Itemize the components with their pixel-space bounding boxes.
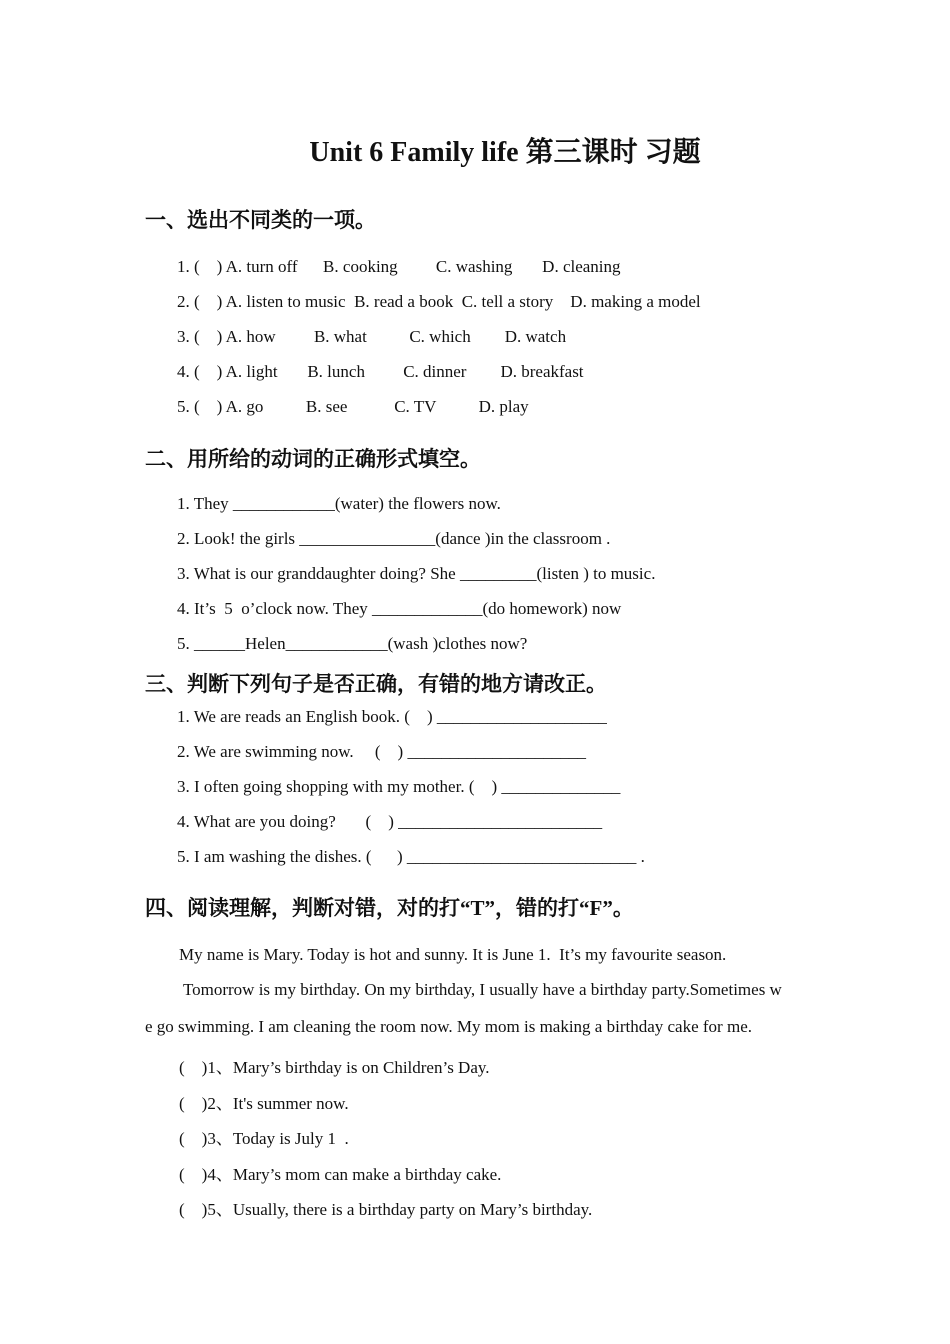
s2-question-2: 2. Look! the girls ________________(dance )in the classroom . xyxy=(177,529,611,548)
s4-question-4: ( )4、Mary’s mom can make a birthday cake. xyxy=(179,1165,502,1184)
s1-question-5: 5. ( ) A. go B. see C. TV D. play xyxy=(177,397,529,416)
s3-question-2: 2. We are swimming now. ( ) _____________________ xyxy=(177,742,586,761)
s1-question-1: 1. ( ) A. turn off B. cooking C. washing D. cleaning xyxy=(177,257,621,276)
section-2-heading: 二、用所给的动词的正确形式填空。 xyxy=(145,447,481,471)
section-4-heading: 四、阅读理解，判断对错，对的打“T”，错的打“F”。 xyxy=(145,896,634,920)
section-3-heading: 三、判断下列句子是否正确，有错的地方请改正。 xyxy=(145,672,607,696)
passage-line-2: Tomorrow is my birthday. On my birthday, I usually have a birthday party.Sometimes w xyxy=(179,980,782,999)
s2-question-3: 3. What is our granddaughter doing? She _________(listen ) to music. xyxy=(177,564,656,583)
s3-question-3: 3. I often going shopping with my mother. ( ) ______________ xyxy=(177,777,621,796)
s2-question-5: 5. ______Helen____________(wash )clothes now? xyxy=(177,634,528,653)
s1-question-2: 2. ( ) A. listen to music B. read a book C. tell a story D. making a model xyxy=(177,292,701,311)
s2-question-1: 1. They ____________(water) the flowers now. xyxy=(177,494,501,513)
s2-question-4: 4. It’s 5 o’clock now. They _____________(do homework) now xyxy=(177,599,622,618)
s4-question-1: ( )1、Mary’s birthday is on Children’s Day. xyxy=(179,1058,490,1077)
passage-line-1: My name is Mary. Today is hot and sunny. It is June 1. It’s my favourite season. xyxy=(179,945,727,964)
s1-question-3: 3. ( ) A. how B. what C. which D. watch xyxy=(177,327,567,346)
s4-question-2: ( )2、It's summer now. xyxy=(179,1094,349,1113)
s3-question-1: 1. We are reads an English book. ( ) ____________________ xyxy=(177,707,607,726)
passage-line-3: e go swimming. I am cleaning the room now. My mom is making a birthday cake for me. xyxy=(145,1017,752,1036)
s4-question-5: ( )5、Usually, there is a birthday party on Mary’s birthday. xyxy=(179,1200,593,1219)
s1-question-4: 4. ( ) A. light B. lunch C. dinner D. breakfast xyxy=(177,362,584,381)
s3-question-4: 4. What are you doing? ( ) ________________________ xyxy=(177,812,603,831)
page-title: Unit 6 Family life 第三课时 习题 xyxy=(309,137,701,168)
s4-question-3: ( )3、Today is July 1 . xyxy=(179,1129,349,1148)
section-1-heading: 一、选出不同类的一项。 xyxy=(145,208,376,232)
s3-question-5: 5. I am washing the dishes. ( ) ___________________________ . xyxy=(177,847,645,866)
